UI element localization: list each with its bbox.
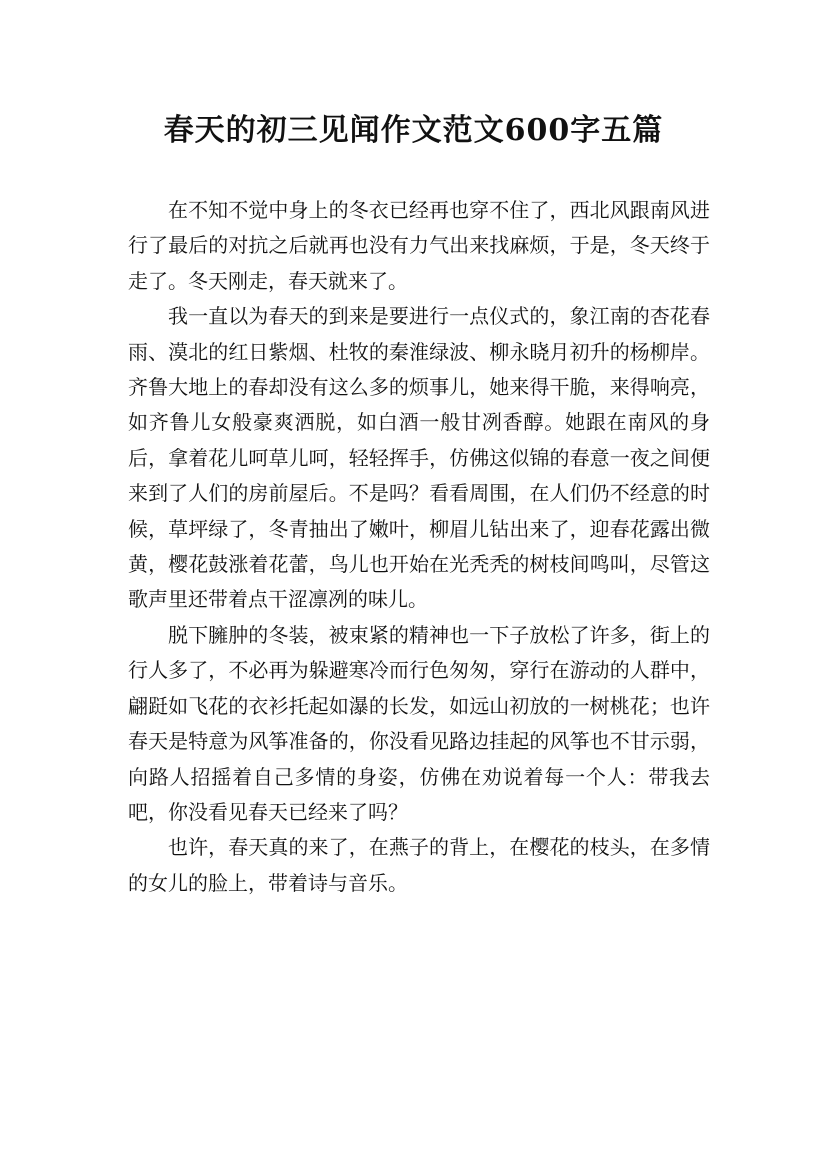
document-body xyxy=(128,193,710,901)
document-title: 春天的初三见闻作文范文600字五篇 xyxy=(163,113,664,148)
paragraph-4: 也许，春天真的来了，在燕子的背上，在樱花的枝头，在多情的女儿的脸上，带着诗与音乐。 xyxy=(128,835,710,895)
paragraph-3: 脱下臃肿的冬装，被束紧的精神也一下子放松了许多，街上的行人多了，不必再为躲避寒冷而行色匆匆，穿行在游动的人群中，翩跹如飞花的衣衫托起如瀑的长发，如远山初放的一树桃花；也许春天是特意为风筝准备的，你没看见路边挂起的风筝也不甘示弱，向路人招摇着自己多情的身姿，仿佛在劝说着每一个人：带我去吧，你没看见春天已经来了吗？ xyxy=(128,622,710,824)
paragraph-2: 我一直以为春天的到来是要进行一点仪式的，象江南的杏花春雨、漠北的红日紫烟、杜牧的秦淮绿波、柳永晓月初升的杨柳岸。齐鲁大地上的春却没有这么多的烦事儿，她来得干脆，来得响亮，如齐鲁儿女般豪爽洒脱，如白酒一般甘冽香醇。她跟在南风的身后，拿着花儿呵草儿呵，轻轻挥手，仿佛这似锦的春意一夜之间便来到了人们的房前屋后。不是吗？看看周围，在人们仍不经意的时候，草坪绿了，冬青抽出了嫩叶，柳眉儿钻出来了，迎春花露出微黄，樱花鼓涨着花蕾，鸟儿也开始在光秃秃的树枝间鸣叫，尽管这歌声里还带着点干涩凛冽的味儿。 xyxy=(128,304,710,612)
paragraph-1: 在不知不觉中身上的冬衣已经再也穿不住了，西北风跟南风进行了最后的对抗之后就再也没有力气出来找麻烦，于是，冬天终于走了。冬天刚走，春天就来了。 xyxy=(128,198,710,293)
